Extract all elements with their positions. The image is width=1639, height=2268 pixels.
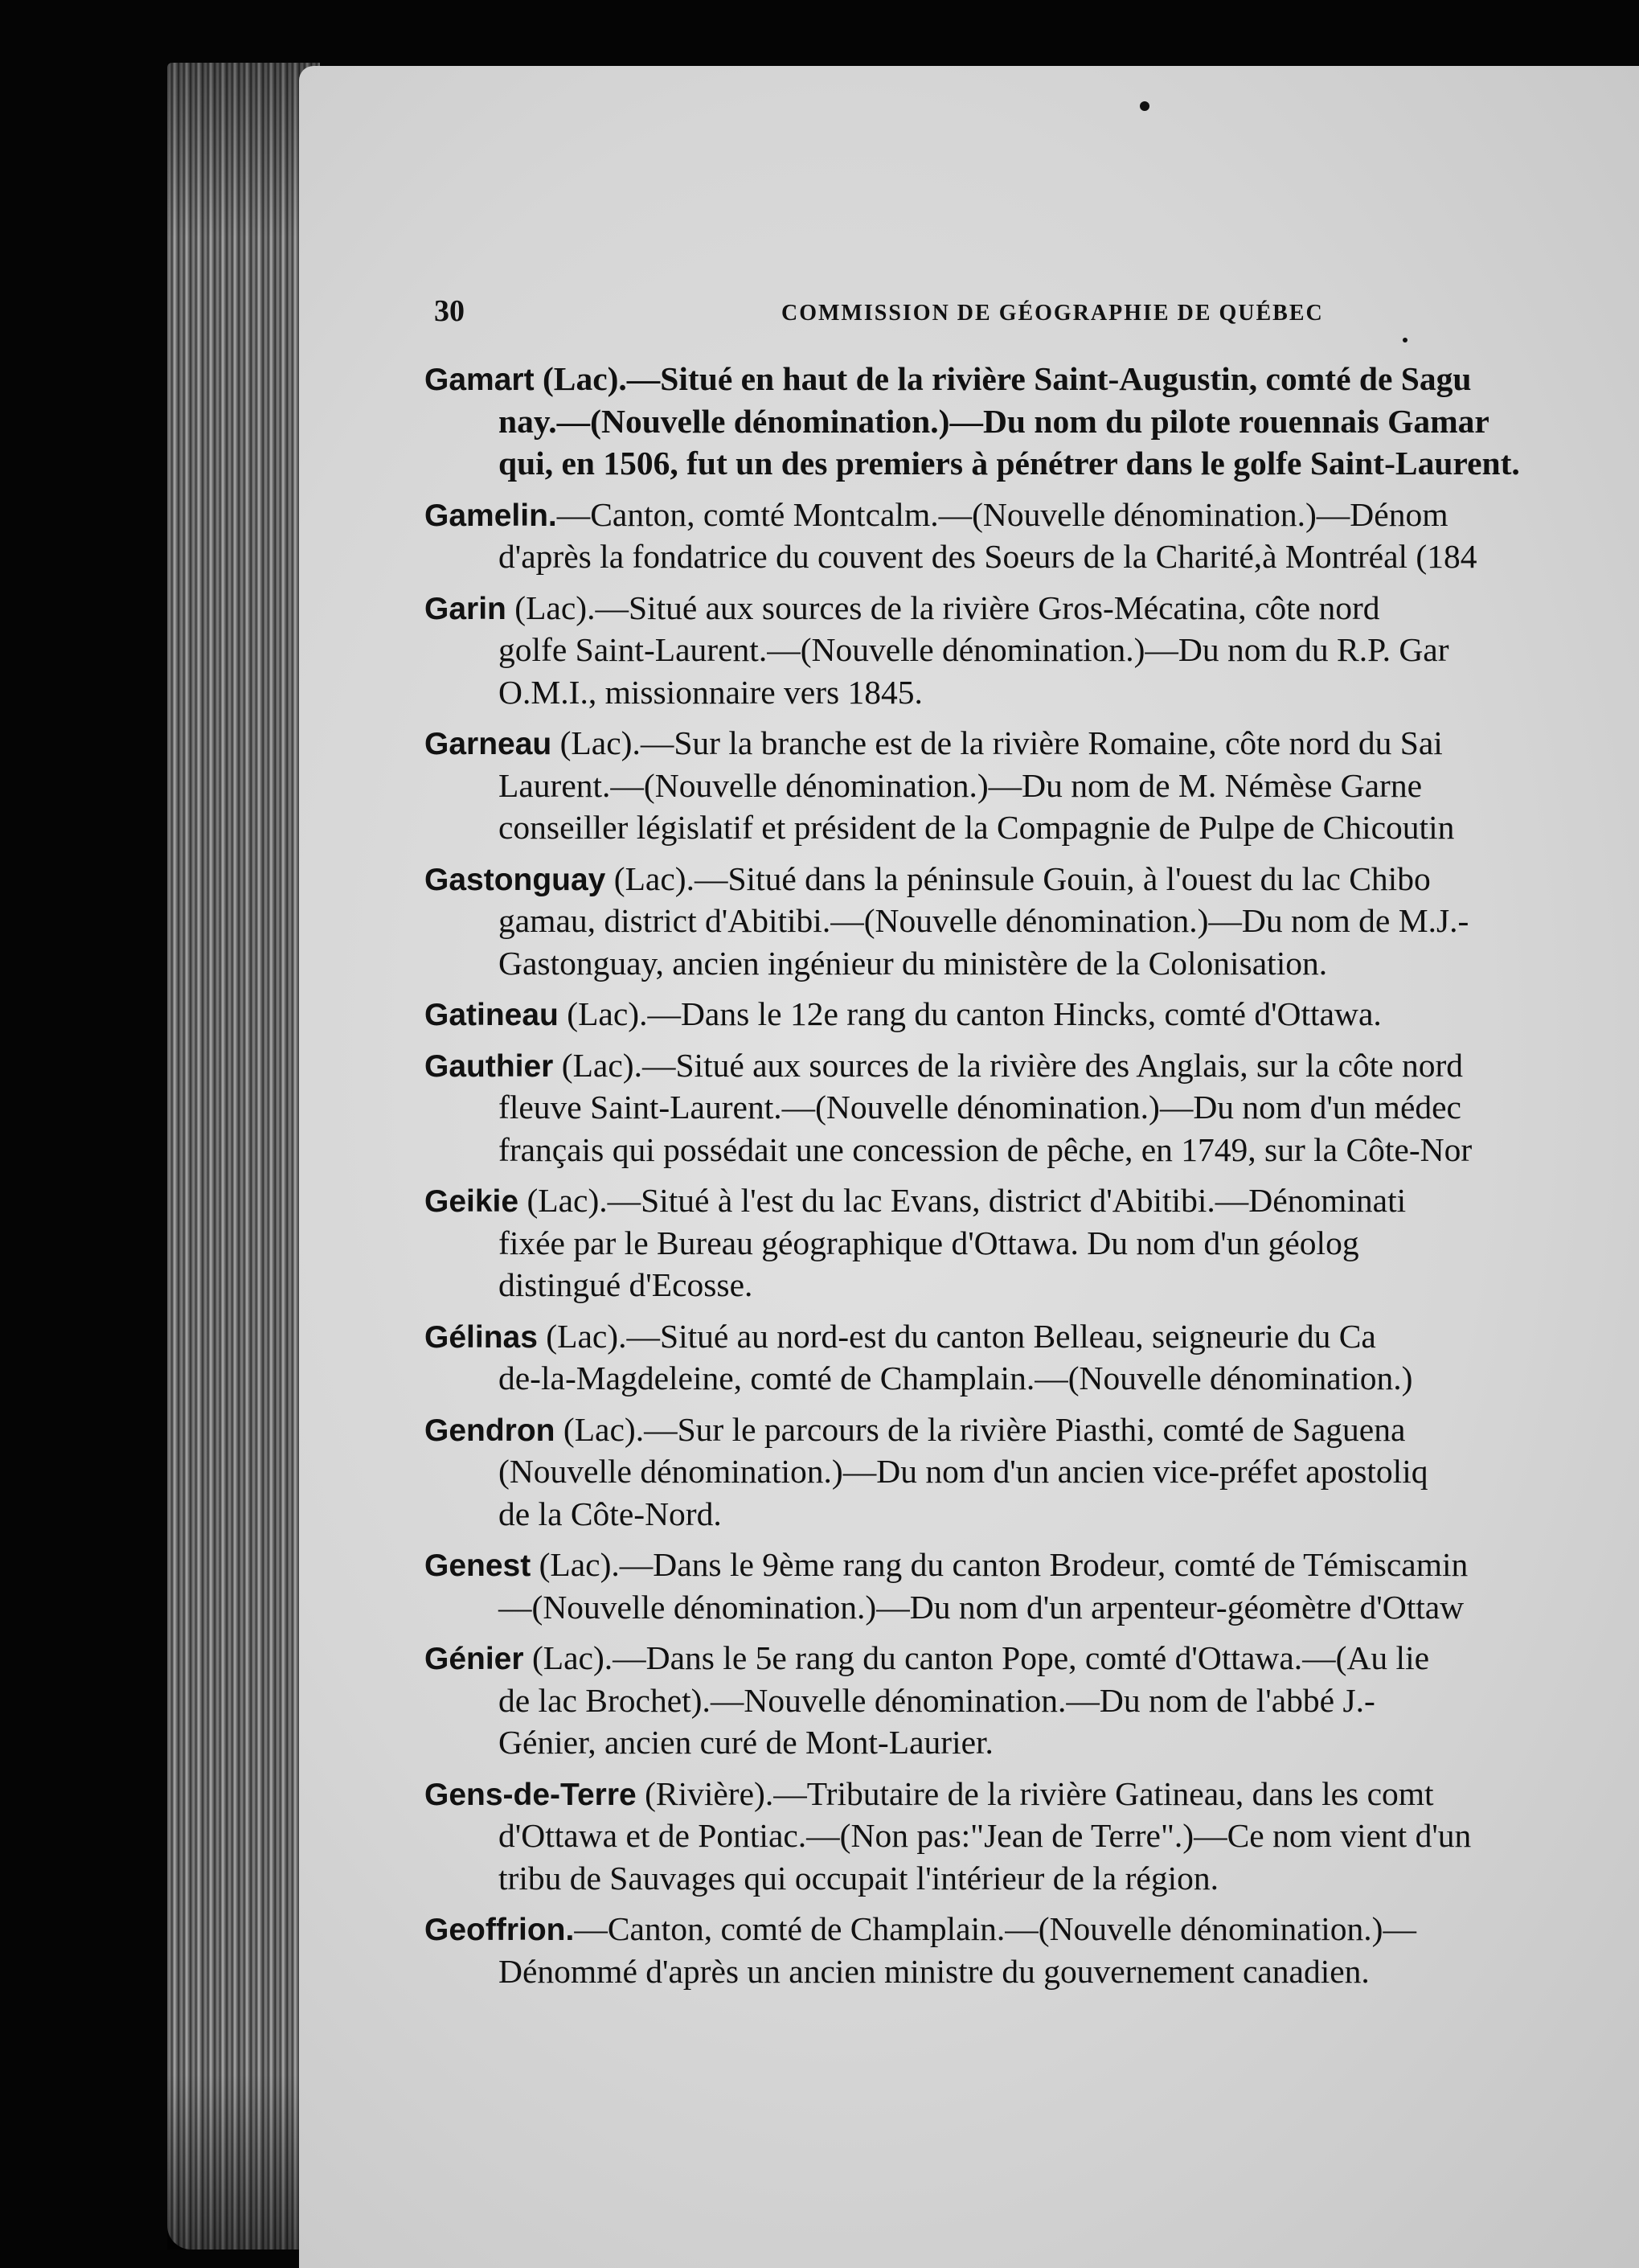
entry-geikie [424, 1179, 1639, 1306]
entry-line: nay.—(Nouvelle dénomination.)—Du nom du pilote rouennais Gamar [498, 402, 1489, 440]
entry-line: Dénommé d'après un ancien ministre du gouvernement canadien. [498, 1952, 1370, 1990]
entry-genest [424, 1544, 1639, 1628]
entry-text: —Canton, comté Montcalm.—(Nouvelle dénomination.)—Dénom [556, 495, 1448, 533]
entry-line: distingué d'Ecosse. [498, 1266, 753, 1303]
entry-line [424, 993, 1639, 1036]
entry-line: fleuve Saint-Laurent.—(Nouvelle dénomination.)—Du nom d'un médec [498, 1089, 1461, 1126]
entry-line: de lac Brochet).—Nouvelle dénomination.—Du nom de l'abbé J.- [498, 1681, 1375, 1719]
entry-line: français qui possédait une concession de pêche, en 1749, sur la Côte-Nor [498, 1130, 1473, 1168]
entry-line [424, 1315, 1639, 1358]
entry-line [424, 858, 1639, 900]
entry-headword: Gamelin. [424, 498, 557, 533]
entry-line [424, 1044, 1639, 1087]
page-header [434, 293, 1559, 342]
entry-line: Gastonguay, ancien ingénieur du ministère de la Colonisation. [498, 944, 1328, 982]
entry-line: fixée par le Bureau géographique d'Ottawa. Du nom d'un géolog [498, 1224, 1359, 1261]
entry-headword: Gens-de-Terre [424, 1777, 637, 1812]
entry-gauthier [424, 1044, 1639, 1171]
print-speck [1140, 101, 1149, 111]
entry-line [424, 1908, 1639, 1950]
entry-line [424, 1179, 1639, 1222]
entry-gens-de-terre [424, 1773, 1639, 1900]
entry-line: tribu de Sauvages qui occupait l'intérieur de la région. [498, 1859, 1219, 1897]
entry-headword: Geoffrion. [424, 1913, 575, 1947]
entry-text: (Rivière).—Tributaire de la rivière Gatineau, dans les comt [636, 1774, 1434, 1812]
entry-text: (Lac).—Situé aux sources de la rivière des Anglais, sur la côte nord [553, 1046, 1464, 1084]
entry-line: qui, en 1506, fut un des premiers à pénétrer dans le golfe Saint-Laurent. [498, 445, 1520, 482]
entry-line [424, 1409, 1639, 1451]
entry-line: d'Ottawa et de Pontiac.—(Non pas:"Jean de Terre".)—Ce nom vient d'un [498, 1817, 1472, 1854]
entry-headword: Garneau [424, 727, 552, 761]
entry-headword: Geikie [424, 1184, 519, 1219]
entry-text: (Lac).—Situé à l'est du lac Evans, district d'Abitibi.—Dénominati [518, 1182, 1407, 1219]
entry-genier [424, 1637, 1639, 1764]
entry-gendron [424, 1409, 1639, 1536]
entry-line: d'après la fondatrice du couvent des Soeurs de la Charité,à Montréal (184 [498, 538, 1477, 575]
entry-text: (Lac).—Sur la branche est de la rivière Romaine, côte nord du Sai [551, 724, 1443, 761]
entry-gamart [424, 358, 1639, 485]
entry-headword: Gendron [424, 1413, 555, 1448]
book-page-edges [167, 63, 320, 2250]
entry-line: (Nouvelle dénomination.)—Du nom d'un ancien vice-préfet apostoliq [498, 1453, 1428, 1490]
entry-text: (Lac).—Situé aux sources de la rivière Gros-Mécatina, côte nord [506, 589, 1380, 626]
entry-gelinas [424, 1315, 1639, 1400]
entry-headword: Genest [424, 1548, 531, 1583]
entry-line [424, 358, 1639, 400]
entry-line: Génier, ancien curé de Mont-Laurier. [498, 1724, 994, 1761]
entry-line: golfe Saint-Laurent.—(Nouvelle dénomination.)—Du nom du R.P. Gar [498, 631, 1449, 668]
entry-line: O.M.I., missionnaire vers 1845. [498, 673, 923, 711]
entry-text: (Lac).—Situé au nord-est du canton Belleau, seigneurie du Ca [537, 1317, 1376, 1355]
entry-headword: Gastonguay [424, 862, 606, 897]
entry-line: Laurent.—(Nouvelle dénomination.)—Du nom de M. Némèse Garne [498, 766, 1422, 804]
entry-gatineau [424, 993, 1639, 1036]
running-head: COMMISSION DE GÉOGRAPHIE DE QUÉBEC [781, 301, 1324, 326]
entry-line [424, 494, 1639, 536]
entry-headword: Gélinas [424, 1319, 538, 1355]
entry-line: de-la-Magdeleine, comté de Champlain.—(Nouvelle dénomination.) [498, 1360, 1413, 1396]
entry-garneau [424, 722, 1639, 849]
entry-line [424, 587, 1639, 630]
entry-line: conseiller législatif et président de la Compagnie de Pulpe de Chicoutin [498, 809, 1455, 846]
entry-line [424, 722, 1639, 765]
entry-text: (Lac).—Situé dans la péninsule Gouin, à l'ouest du lac Chibo [605, 859, 1431, 897]
entry-line: gamau, district d'Abitibi.—(Nouvelle dénomination.)—Du nom de M.J.- [498, 902, 1469, 939]
entry-line [424, 1637, 1639, 1679]
entry-line [424, 1544, 1639, 1586]
entry-line: de la Côte-Nord. [498, 1495, 722, 1532]
entry-headword: Génier [424, 1642, 524, 1676]
entry-geoffrion [424, 1908, 1639, 1992]
entry-line [424, 1773, 1639, 1815]
entry-headword: Gauthier [424, 1048, 554, 1084]
entry-gastonguay [424, 858, 1639, 985]
entry-text: (Lac).—Situé en haut de la rivière Saint-Augustin, comté de Sagu [534, 360, 1472, 397]
entry-headword: Gamart [424, 363, 535, 397]
entry-gamelin [424, 494, 1639, 578]
entry-text: —Canton, comté de Champlain.—(Nouvelle dénomination.)— [574, 1910, 1416, 1947]
page-number: 30 [434, 294, 465, 328]
entry-text: (Lac).—Dans le 9ème rang du canton Brodeur, comté de Témiscamin [531, 1546, 1469, 1583]
entry-text: (Lac).—Dans le 12e rang du canton Hincks, comté d'Ottawa. [558, 995, 1382, 1032]
gazetteer-entries [424, 358, 1639, 2001]
entry-headword: Garin [424, 591, 506, 626]
entry-garin [424, 587, 1639, 714]
entry-line: —(Nouvelle dénomination.)—Du nom d'un arpenteur-géomètre d'Ottaw [498, 1588, 1465, 1626]
entry-headword: Gatineau [424, 998, 559, 1032]
entry-text: (Lac).—Sur le parcours de la rivière Piasthi, comté de Saguena [555, 1410, 1406, 1448]
entry-text: (Lac).—Dans le 5e rang du canton Pope, comté d'Ottawa.—(Au lie [523, 1639, 1430, 1676]
